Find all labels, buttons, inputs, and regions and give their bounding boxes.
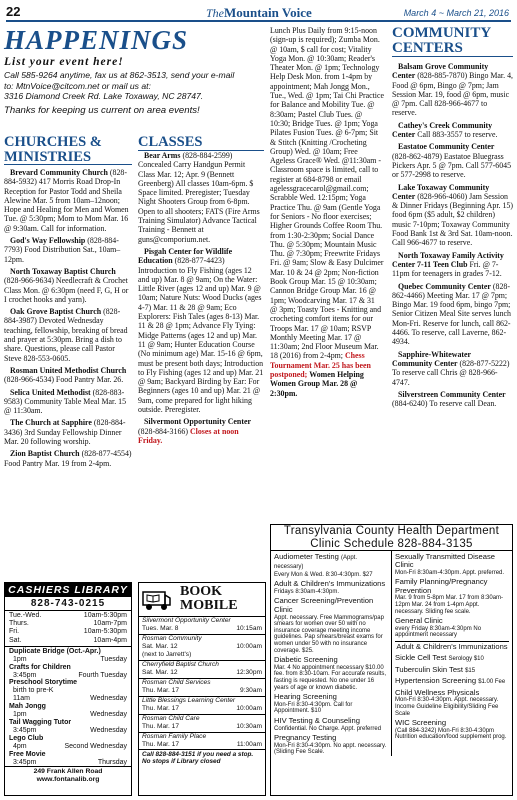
bookmobile-stop-location: Rosman Family Place	[139, 732, 265, 741]
library-program-time: 3:45pm	[13, 758, 37, 766]
clinic-service-details: every Friday 8:30am-4:30pm No appointment necessary	[395, 625, 482, 639]
bookmobile-stop-row	[139, 651, 265, 659]
library-hours	[5, 611, 131, 646]
library-program-schedule	[9, 727, 127, 735]
bookmobile-stop-time: 9:30am	[240, 687, 262, 694]
library-footer	[5, 766, 131, 784]
clinic-service-name: HIV Testing & Counseling	[274, 715, 360, 725]
clinic-service-title	[274, 717, 388, 726]
clinic-service-name: Hearing Screening	[274, 692, 337, 702]
library-program-time: 1pm	[13, 711, 27, 719]
community-center-entry	[392, 390, 513, 409]
bookmobile-stop-location: Cherryfield Baptist Church	[139, 660, 265, 669]
community-center-details: Fri. @ 7-11pm for teenagers in grades 7-12.	[392, 259, 502, 279]
classes-column	[138, 151, 264, 580]
class-details: (828-877-4423) Introduction to Fly Fishing (ages 12 and up) Mar. 8 @ 9am; On the Water: Little River (ages 12 and up) Mar. 9 @ 10am; Nature Nuts: Wood Ducks (ages 4-7) Mar. 11 & 28 @ 9am; Eco Explorers: Fish Tales (ages 8-13) Mar. 11 & 28 @ 1pm; Advance Fly Tying: Midge Patterns (ages 12 and up) Mar. 11 @ 9am; Hunter Education Course (No minimum age) Mar. 15-16 @ 6pm, must be present both days; Introduction to Fly Fishing (ages 12 and up) Mar. 21 @ 9am; Backyard Birding by Ear: For Beginners (ages 10 and up) Mar. 21 @ 9am, come prepared for light hiking outside. Preregister.	[138, 256, 264, 415]
senior-center-schedule: Lunch Plus Daily from 9:15-noon (sign-up is required); Zumba Mon. @ 10am, $ call for cost; Vitality Yoga Mon. @ 10:30am; Reader's Theater Mon. @ 1pm; Technology Help Desk Mon. from 1-4pm by appointment; Mah Jongg Mon., Tue., Wed. @ 1pm; Tai Chi Practice for Balance and Mobility Tue. @ 8:30am; Pastel Club Tues. @ 10:30; Bridge Tues. @ 1pm; Yoga Pilates Fusion Tues. @ 6-7pm; Sit & Stitch (Knitting /Crocheting Group) Wed. @ 10am; Free Ageless Grace® Wed. @11:30am - Classroom space is limited, call to register at 684-8798 or email agelessgracecarol@gmail.com; Scrabble Wed. 12:15pm; Yoga Practice Thu. @ 9am (Gentle Yoga for Seniors - No floor exercises; Higher Grounds Coffee Room Thu. from 1:30-2:30pm; Social Dance Thu. @ 5:30pm; Mountain Music Thu. @ 7:30pm; Freewrite Fridays Fri. @ 9am; Slow & Easy Dulcimer Mar. 10 & 24 @ 2pm; Non-fiction Book Group Mar. 15 @ 10:30am; Cannon Bridge Group Mar. 16 @ 1pm; Woodcarving Mar. 17 & 31 @ 3pm; Toasty Toes - Knitting and crocheting comfort items for our Troops Mar. 17 @ 10am; RSVP Monthly Meeting Mar. 17 @ 11:30am; 2nd Floor Museum Mar. 18 (2016) from 2-4pm;	[270, 26, 384, 361]
bookmobile-stop-location: Little Blessings Learning Center	[139, 696, 265, 705]
class-details: (828-884-3166)	[138, 426, 188, 436]
library-program	[5, 719, 131, 735]
clinic-service-title	[274, 693, 388, 702]
postponed-alert: Chess Tournament Mar. 25 has been postponed;	[270, 351, 371, 379]
church-details: (828-884-7793) Food Distribution Sat., 10am–12pm.	[4, 236, 121, 264]
bookmobile-header	[139, 583, 265, 615]
church-entry	[4, 418, 132, 446]
clinic-service-name: General Clinic	[395, 616, 443, 626]
clinic-service-name: Hypertension Screening	[395, 676, 477, 686]
clinic-service-details: Mar. 9 from 5-8pm Mar. 17 from 8:30am-12pm Mar. 24 from 1-4pm Appt. necessary. Sliding fee scale.	[395, 595, 504, 615]
library-program-day: Fourth Tuesday	[78, 671, 127, 679]
community-center-name: Cathey's Creek Community Center	[392, 120, 493, 140]
clinic-right-top	[395, 553, 509, 640]
class-entry	[138, 247, 264, 414]
community-center-name: Balsam Grove Community Center	[392, 62, 489, 81]
library-program-day: Wednesday	[90, 711, 127, 719]
library-program-day: Second Wednesday	[64, 742, 127, 750]
library-program-time: 1pm	[13, 655, 27, 663]
community-center-name: North Toxaway Family Activity Center 7-11 Teen Club	[392, 250, 504, 269]
church-entry	[4, 366, 132, 385]
library-program	[5, 703, 131, 719]
bookmobile-stop-location: Rosman Community	[139, 634, 265, 643]
class-name: Bear Arms	[144, 151, 181, 160]
community-column	[392, 62, 513, 518]
community-center-name: Quebec Community Center	[398, 281, 491, 291]
bookmobile-stop-date: Thu. Mar. 17	[142, 705, 180, 712]
clinic-service-name: Pregnancy Testing	[274, 733, 337, 743]
class-entry	[138, 151, 264, 244]
library-hours-row	[5, 612, 131, 620]
library-hours-row	[5, 628, 131, 636]
clinic-service-details: Confidential. No Charge. Appt. preferred	[274, 725, 382, 732]
bookmobile-stop-location: Rosman Child Care	[139, 714, 265, 723]
library-program-name: Mah Jongg	[9, 703, 46, 711]
community-center-entry	[392, 282, 513, 347]
library-time: 10am-5:30pm	[83, 612, 127, 619]
community-center-details: (828-966-4060) Jam Session & Dinner Fridays (Beginning Apr. 15) food 6pm ($5 adult, $2 children) music 7-10pm; Toxaway Community Food Bank 1st & 3rd Sat. 10am-noon. Call 966-4677 to reserve.	[392, 191, 513, 248]
library-program-name: Preschool Storytime	[9, 679, 78, 687]
thanks-line: Thanks for keeping us current on area events!	[4, 104, 200, 116]
classes-heading: CLASSES	[138, 135, 264, 151]
bookmobile-stop-date: Tues. Mar. 8	[142, 625, 179, 633]
bookmobile-stop-time: 10:00am	[236, 705, 262, 712]
clinic-service-title	[395, 677, 509, 687]
intro-line-1: Call 585-9264 anytime, fax us at 862-3513, send your e-mail	[4, 70, 235, 80]
clinic-service-title	[274, 734, 388, 743]
library-program-time: 11am	[13, 695, 30, 703]
bookmobile-stop-row	[139, 669, 265, 677]
community-heading: COMMUNITY CENTERS	[392, 26, 513, 57]
cashiers-library-box	[4, 582, 132, 796]
happenings-title: HAPPENINGS	[4, 25, 189, 55]
bookmobile-stop-time: 12:30pm	[236, 669, 262, 676]
churches-column	[4, 168, 132, 580]
church-details: (828-877-4554) Food Pantry Mar. 19 from 2-4pm.	[4, 449, 132, 468]
library-programs	[5, 646, 131, 767]
bookmobile-box	[138, 582, 266, 796]
church-details: (828-883-9583) Community Table Meal Mar. 15 @ 11:30am.	[4, 387, 127, 416]
library-time: 10am-7pm	[93, 620, 127, 628]
masthead: TheMountain Voice	[206, 5, 312, 20]
library-program-name: Duplicate Bridge (Oct.-Apr.)	[9, 647, 101, 655]
library-title: CASHIERS LIBRARY	[5, 583, 131, 597]
library-day: Thurs.	[9, 620, 29, 628]
bookmobile-stop-date: Thu. Mar. 17	[142, 741, 180, 748]
community-center-entry	[392, 251, 513, 279]
library-program-schedule	[9, 656, 127, 664]
clinic-subtitle: Clinic Schedule 828-884-3135	[271, 538, 512, 551]
community-center-details: Call 883-3557 to reserve.	[417, 130, 498, 140]
library-day: Tue.-Wed.	[9, 612, 42, 619]
senior-center-column	[270, 26, 384, 520]
clinic-service-name: Tuberculin Skin Test	[395, 664, 463, 674]
class-alert: Closes at noon Friday.	[138, 426, 239, 445]
bookmobile-stop-row	[139, 723, 265, 731]
community-center-entry	[392, 62, 513, 118]
church-name: Zion Baptist Church	[10, 449, 80, 459]
women-helping-women: Women Helping Women Group Mar. 28 @ 2:30pm.	[270, 369, 364, 398]
community-center-name: Lake Toxaway Community Center	[392, 182, 490, 201]
clinic-service-details: Mon-Fri 8:30-4:30pm. No appt. necessary.(Sliding Fee Scale.	[274, 742, 387, 756]
library-program-schedule	[9, 711, 127, 719]
church-name: Oak Grove Baptist Church	[10, 307, 102, 317]
issue-date: March 4 ~ March 21, 2016	[403, 8, 509, 18]
clinic-service-name: Sexually Transmitted Disease Clinic	[395, 551, 496, 570]
bookmobile-stop-date: Sat. Mar. 12	[142, 643, 178, 651]
church-details: (828-884-3987) Devoted Wednesday teaching, fellowship, breaking of bread and prayer at 5:30pm. Bring a dish to share. Questions, please call Pastor Steve 828-553-0605.	[4, 307, 128, 363]
library-hours-row	[5, 637, 131, 645]
class-name: Silvermont Opportunity Center	[144, 417, 251, 427]
church-name: Rosman United Methodist Church	[10, 365, 127, 375]
clinic-service-title	[395, 666, 509, 676]
bookmobile-stop-time: 10:30am	[236, 723, 262, 730]
clinic-service-name: Cancer Screening/Prevention Clinic	[274, 596, 374, 615]
community-center-name: Eastatoe Community Center	[398, 142, 495, 152]
clinic-service-name: Diabetic Screening	[274, 655, 338, 665]
library-day: Sat.	[9, 636, 22, 644]
bookmobile-stop-time: 10:00am	[236, 643, 262, 651]
clinic-title: Transylvania County Health Department	[283, 525, 500, 537]
community-center-details: (828-862-4466) Meeting Mar. 17 @ 7pm; Bingo Mar. 19 food 6pm, bingo 7pm; Senior Citizen Meal Site serves lunch Mon-Fri. Reserve for lunch, call 862-4466. To reserve, call Laverne, 862-4934.	[392, 281, 511, 347]
church-entry	[4, 267, 132, 304]
immunizations-box: Adult & Children's Immunizations	[396, 642, 508, 652]
bookmobile-stop-date: (next to Jarrett's)	[142, 651, 192, 658]
clinic-service-title	[274, 580, 388, 589]
class-name: Pisgah Center for Wildlife Education	[138, 246, 233, 266]
clinic-service-name: Adult & Children's Immunizations	[274, 579, 386, 589]
community-center-details: (884-6240) To reserve call Dean.	[392, 399, 497, 409]
bookmobile-title-1: BOOK	[180, 584, 223, 599]
library-day: Fri.	[9, 628, 20, 636]
clinic-service-details: Every Mon & Wed. 8:30-4:30pm. $27	[274, 571, 373, 578]
bookmobile-stop-date: Sat. Mar. 12	[142, 669, 178, 676]
clinic-service-details: Mon-Fri 8:30am-4:30pm. Appt. preferred.	[395, 569, 505, 576]
clinic-service-title	[274, 597, 388, 614]
community-center-entry	[392, 121, 513, 140]
clinic-right-middle	[395, 654, 509, 687]
community-center-name: Sapphire-Whitewater Community Center	[392, 349, 471, 368]
library-program-name: Free Movie	[9, 750, 46, 758]
church-details: (828-884-3436) 3rd Sunday Fellowship Dinner Mar. 20 following worship.	[4, 418, 126, 447]
bookmobile-stop-row	[139, 643, 265, 651]
church-entry	[4, 168, 132, 233]
intro-line-3: 3316 Diamond Creek Rd. Lake Toxaway, NC 28747.	[4, 91, 204, 101]
clinic-service-name: Child Wellness Physicals	[395, 687, 480, 697]
library-program-time: 3:45pm	[13, 671, 37, 679]
library-program	[5, 751, 131, 767]
clinic-service-details: $1.00 Fee	[478, 679, 506, 686]
community-center-details: (828-862-4879) Eastatoe Bluegrass Pickers Apr. 5 @ 7pm. Call 577-6045 or 577-2998 to reserve.	[392, 151, 512, 180]
library-program-day: Thursday	[97, 758, 127, 766]
library-program-schedule	[9, 759, 127, 767]
clinic-service-details: Appt. necessary. Free Mammograms/pap smears for women over 50 with no insurance coverage meeting income guidelines. Pap smears/breast exams for women under 50 with no insurance coverage. $25.	[274, 614, 384, 654]
clinic-service-details: Mar. 4 No appointment necessary $10.00 fee. from 8:30-10am. For accurate results, fasting is requested. No one under 16 years of age or known diabetic.	[274, 664, 387, 691]
community-center-name: Silverstreen Community Center	[398, 389, 506, 399]
library-program-schedule	[9, 695, 127, 703]
library-program-time: birth to pre-K	[13, 687, 54, 695]
bookmobile-stop-row	[139, 741, 265, 749]
church-entry	[4, 307, 132, 363]
library-program-schedule	[9, 687, 127, 695]
clinic-service-details: $15	[465, 667, 476, 674]
bookmobile-van-icon	[142, 586, 172, 612]
library-program-name: Tail Wagging Tutor	[9, 718, 72, 726]
bookmobile-stop-date: Thu. Mar. 17	[142, 723, 180, 730]
community-center-details: (828-885-7870) Bingo Mar. 4, Food @ 6pm, Bingo @ 7pm; Jam Session Mar. 19, food @ 6pm, music @ 7pm. Call 828-966-4677 to reserve.	[392, 71, 513, 118]
page-header	[6, 2, 511, 22]
bookmobile-stop-row	[139, 687, 265, 695]
church-entry	[4, 236, 132, 264]
clinic-service-name: Sickle Cell Test	[395, 653, 447, 663]
library-program-name: Lego Club	[9, 734, 44, 742]
church-name: God's Way Fellowship	[10, 236, 86, 246]
clinic-right-column	[392, 551, 512, 756]
clinic-service-name: Family Planning/Pregnancy Prevention	[395, 577, 488, 595]
community-center-entry	[392, 183, 513, 248]
church-name: Brevard Community Church	[10, 168, 108, 177]
clinic-service-details: Serology $10	[448, 656, 484, 663]
bookmobile-stop-location: Silvermont Opportunity Center	[139, 616, 265, 625]
community-center-entry	[392, 350, 513, 387]
intro-line-2: to: MtnVoice@citcom.net or mail us at:	[4, 80, 151, 91]
library-program	[5, 648, 131, 664]
library-program-schedule	[9, 743, 127, 751]
bookmobile-stop-row	[139, 705, 265, 713]
library-program	[5, 695, 131, 703]
library-program	[5, 664, 131, 680]
clinic-schedule-box	[270, 524, 513, 796]
church-name: North Toxaway Baptist Church	[10, 266, 116, 276]
clinic-left-column	[271, 551, 392, 756]
church-name: Selica United Methodist	[10, 387, 91, 397]
bookmobile-stop-time: 10:15am	[236, 625, 262, 633]
clinic-service-details: Fridays 8:30am-4:30pm.	[274, 588, 340, 595]
library-program	[5, 735, 131, 751]
bookmobile-footer: Call 828-884-3151 if you need a stop. No stops if Library closed	[139, 749, 265, 767]
bookmobile-stop-time: 11:00am	[236, 741, 262, 748]
church-details: (828-884-5932) 417 Morris Road Drop-In Reception for Pastor Todd and Sheila Alewine Mar. 5 from 10am–12noon; Hope and Healing for Men and Women Tue. @ 5:30pm; Mom to Mom Mar. 16 @ 9:30am. Call for information.	[4, 168, 129, 233]
library-program	[5, 679, 131, 695]
page-number: 22	[6, 4, 21, 19]
church-details: (828-966-4534) Food Pantry Mar. 26.	[4, 375, 124, 385]
class-entry	[138, 417, 264, 445]
clinic-service-title	[274, 656, 388, 665]
clinic-service-name: Audiometer Testing	[274, 551, 339, 561]
library-program-schedule	[9, 672, 127, 680]
clinic-service-details: Mon-Fri 8:30-4:30pm. Appt. necessary. Income Guideline Eligibility/Sliding Fee Scale	[395, 697, 499, 717]
clinic-right-bottom	[395, 689, 509, 741]
library-phone: 828-743-0215	[5, 597, 131, 611]
library-time: 10am-4pm	[93, 636, 127, 644]
clinic-service-title	[395, 654, 509, 664]
church-entry	[4, 388, 132, 416]
clinic-service-note: (Appt. necessary)	[274, 554, 358, 571]
church-details: (828-966-9634) Needlecraft & Crochet Class Mon. @ 6:30pm (need F, G, H or I crochet hooks and yarn).	[4, 276, 129, 304]
clinic-service-details: (Call 884-3242) Mon-Fri 8:30-4:30pm Nutrition education/food supplement prog.	[395, 727, 507, 741]
library-address: 249 Frank Allen Road	[33, 768, 103, 776]
library-program-time: 3:45pm	[13, 726, 37, 734]
happenings-subtitle: List your event here!	[4, 56, 124, 68]
library-website[interactable]: www.fontanalib.org	[36, 776, 100, 784]
bookmobile-stop-location: Rosman Child Services	[139, 678, 265, 687]
bookmobile-stops	[139, 616, 265, 749]
clinic-service-title	[274, 553, 388, 572]
library-program-day: Wednesday	[90, 726, 127, 734]
community-center-entry	[392, 142, 513, 179]
bookmobile-stop-date: Thu. Mar. 17	[142, 687, 180, 694]
library-program-name: Crafts for Children	[9, 663, 71, 671]
class-details: (828-884-2599) Concealed Carry Handgun Permit Class Mar. 12; Apr. 9 (Bennett Greenberg) All classes 10am-6pm. $ Space limited. Preregister; Tuesday Night Shooters Group from 6-8pm. Open to all shooters; FATS (Fire Arms Training Simulator) Advance Tactical Training - Bennett at guns@comporium.net.	[138, 151, 260, 244]
library-program-time: 4pm	[13, 742, 27, 750]
church-name: The Church at Sapphire	[10, 418, 92, 428]
bookmobile-title-2: MOBILE	[180, 598, 238, 613]
churches-heading: CHURCHES & MINISTRIES	[4, 135, 132, 165]
library-program-day: Wednesday	[90, 695, 127, 703]
community-center-details: (828-877-5222) To reserve call Chris @ 828-966-4747.	[392, 358, 510, 387]
library-hours-row	[5, 620, 131, 628]
library-time: 10am-5:30pm	[83, 628, 127, 636]
clinic-service-name: WIC Screening	[395, 718, 447, 728]
bookmobile-stop-row	[139, 625, 265, 633]
church-entry	[4, 449, 132, 468]
clinic-service-details: Mon-Fri 8:30-4:30pm. Call for Appointment. $10	[274, 701, 353, 715]
library-program-day: Tuesday	[100, 655, 127, 663]
